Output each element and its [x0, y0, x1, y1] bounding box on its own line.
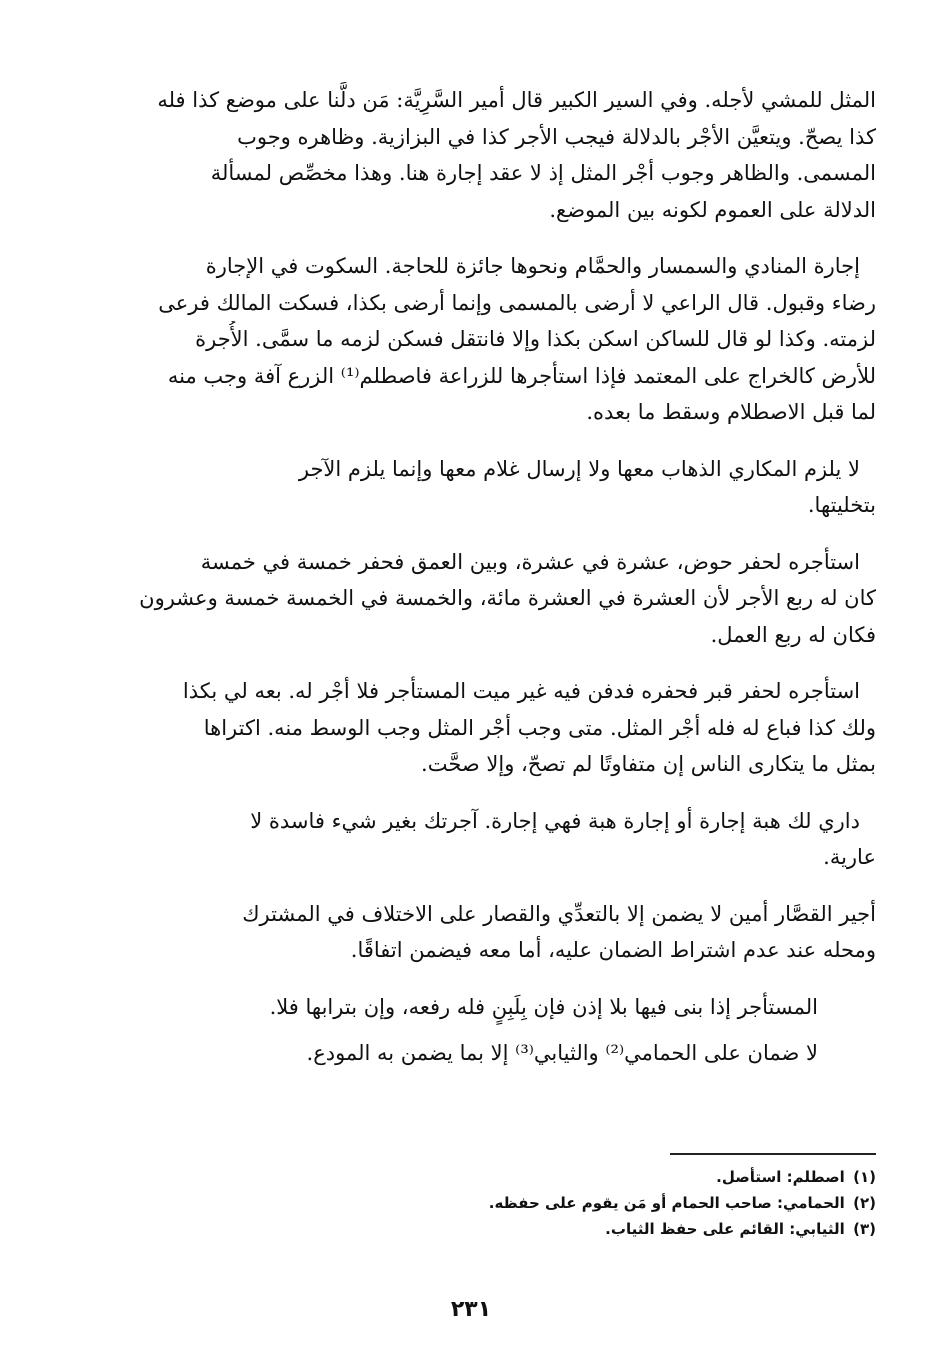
page-number: ٢٣١ [450, 1297, 492, 1322]
paragraph [70, 82, 876, 228]
footnote [176, 1216, 876, 1242]
footnote-text: الثيابي: القائم على حفظ الثياب. [605, 1220, 845, 1238]
text-line: بتخليتها. [807, 493, 876, 517]
text-line: الدلالة على العموم لكونه بين الموضع. [549, 197, 876, 222]
text-line: إجارة المنادي والسمسار والحمَّام ونحوها جائزة للحاجة. السكوت في الإجارة [205, 254, 860, 278]
paragraph [70, 544, 876, 654]
text-line: لزمته. وكذا لو قال للساكن اسكن بكذا وإلا فانتقل فسكن لزمه ما سمَّى. الأُجرة [195, 327, 876, 351]
text-line: بمثل ما يتكارى الناس إن متفاوتًا لم تصحّ، وإلا صحَّت. [421, 752, 876, 776]
paragraph [70, 803, 876, 876]
paragraph [70, 248, 876, 431]
text-line: رضاء وقبول. قال الراعي لا أرضى بالمسمى وإنما أرضى بكذا، فسكت المالك فرعى [158, 290, 876, 315]
footnote-text: اصطلم: استأصل. [716, 1168, 845, 1186]
short-paragraph: المستأجر إذا بنى فيها بلا إذن فإن بِلَبِنٍ فله رفعه، وإن بترابها فلا. [269, 994, 818, 1019]
text-line: فكان له ربع العمل. [710, 622, 876, 647]
text-line: المثل للمشي لأجله. وفي السير الكبير قال أمير السَّرِيَّة: مَن دلَّنا على موضع كذا فله [157, 88, 876, 112]
footnote-divider [670, 1153, 876, 1155]
text-line: المسمى. والظاهر وجوب أجْر المثل إذ لا عقد إجارة هنا. وهذا مخصِّص لمسألة [210, 161, 876, 185]
text-line: لما قبل الاصطلام وسقط ما بعده. [586, 400, 876, 424]
paragraph [70, 673, 876, 783]
text-line: أجير القصَّار أمين لا يضمن إلا بالتعدِّي والقصار على الاختلاف في المشترك [242, 901, 876, 926]
footnote-number: (٢) [853, 1194, 876, 1212]
paragraph [70, 896, 876, 969]
text-line: كان له ربع الأجر لأن العشرة في العشرة مائة، والخمسة في الخمسة خمسة وعشرون [139, 586, 876, 610]
footnote-number: (٣) [853, 1220, 876, 1238]
text-line: ومحله عند عدم اشتراط الضمان عليه، أما معه فيضمن اتفاقًا. [350, 938, 876, 962]
main-text [70, 82, 876, 1082]
footnote [176, 1164, 876, 1190]
footnotes [176, 1164, 876, 1242]
text-line: استأجره لحفر قبر فحفره فدفن فيه غير ميت المستأجر فلا أجْر له. بعه لي بكذا [182, 679, 860, 703]
footnote [176, 1190, 876, 1216]
text-line: استأجره لحفر حوض، عشرة في عشرة، وبين العمق فحفر خمسة في خمسة [200, 549, 860, 574]
text-line: لا يلزم المكاري الذهاب معها ولا إرسال غلام معها وإنما يلزم الآجر [298, 456, 860, 481]
short-paragraph: لا ضمان على الحمامي⁽²⁾ والثيابي⁽³⁾ إلا بما يضمن به المودع. [306, 1041, 818, 1065]
text-line: كذا يصحّ. ويتعيَّن الأجْر بالدلالة فيجب الأجر كذا في البزازية. وظاهره وجوب [237, 124, 876, 149]
paragraph [70, 451, 876, 524]
text-line: داري لك هبة إجارة أو إجارة هبة فهي إجارة. آجرتك بغير شيء فاسدة لا [250, 808, 860, 833]
text-line: عارية. [823, 845, 876, 869]
text-line: ولك كذا فباع له فله أجْر المثل. متى وجب أجْر المثل وجب الوسط منه. اكتراها [203, 715, 876, 740]
text-line: للأرض كالخراج على المعتمد فإذا استأجرها للزراعة فاصطلم⁽¹⁾ الزرع آفة وجب منه [167, 363, 876, 388]
footnote-text: الحمامي: صاحب الحمام أو مَن يقوم على حفظه. [488, 1194, 845, 1212]
footnote-number: (١) [853, 1168, 876, 1186]
